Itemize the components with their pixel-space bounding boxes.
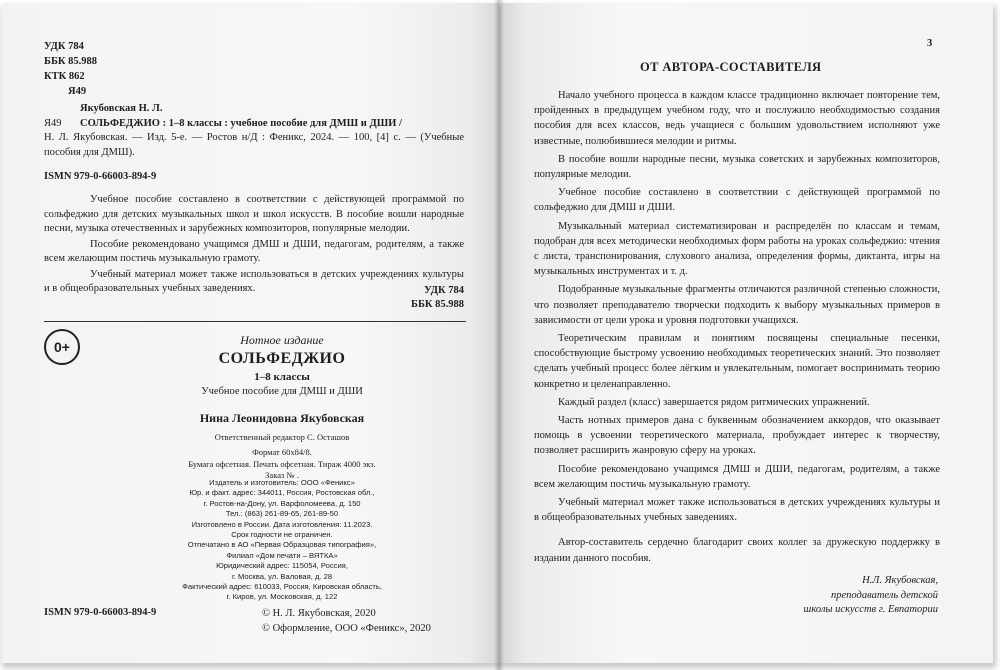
preface-paragraph: Музыкальный материал систематизирован и распределён по классам и темам, подобран для всех методически необходимых форм работы на уроках сольфеджио: чтения с листа, транспонирования, слухового анализа, определения формы, диктанта, игры на музыкальных инструментах и т. д. xyxy=(534,220,940,278)
publisher-line: Юр. и факт. адрес: 344011, Россия, Ростовская обл., xyxy=(189,488,375,498)
annotation xyxy=(44,193,464,298)
bibliographic-record xyxy=(44,102,464,160)
biblio-title-row xyxy=(44,117,464,132)
author-full-name: Нина Леонидовна Якубовская xyxy=(199,411,365,425)
annotation-paragraph: Учебное пособие составлено в соответствии с действующей программой по сольфеджио для детских музыкальных школ и школ искусств. В пособие вошли народные песни, музыка отечественных и зарубежных композиторов, популярные мелодии. xyxy=(44,194,464,234)
publisher-info xyxy=(122,478,442,603)
signature-line: школы искусств г. Евпатории xyxy=(803,604,938,615)
biblio-publication: Н. Л. Якубовская. — Изд. 5-е. — Ростов н/Д : Феникс, 2024. — 100, [4] с. — (Учебные пособия для ДМШ). xyxy=(44,132,464,158)
signature-line: преподаватель детской xyxy=(831,589,938,601)
copyright xyxy=(262,607,431,636)
author-signature xyxy=(738,574,938,618)
biblio-code: Я49 xyxy=(44,117,62,129)
ismn-top: ISMN 979-0-66003-894-9 xyxy=(44,171,157,182)
left-page xyxy=(2,3,499,663)
format-line: Заказ № . xyxy=(265,470,299,480)
preface-paragraph: Каждый раздел (класс) завершается рядом ритмических упражнений. xyxy=(558,396,870,408)
preface-body xyxy=(534,88,940,569)
preface-paragraph: Пособие рекомендовано учащимся ДМШ и ДШИ, педагогам, родителям, а также всем желающим постичь музыкальную грамоту. xyxy=(534,463,940,490)
format-info xyxy=(122,447,442,482)
age-rating-badge: 0+ xyxy=(44,329,80,365)
publisher-line: Юридический адрес: 115054, Россия, xyxy=(216,561,348,571)
bbk-right: ББК 85.988 xyxy=(411,299,464,310)
page-number: 3 xyxy=(927,38,933,49)
publisher-line: Фактический адрес: 610033, Россия, Кировская область, xyxy=(182,582,382,592)
format-line: Формат 60х84/8. xyxy=(252,447,312,457)
publisher-line: Тел.: (863) 261-89-65, 261-89-50 xyxy=(225,509,339,519)
copyright-line: © Оформление, ООО «Феникс», 2020 xyxy=(262,622,431,634)
classification-right xyxy=(400,284,464,312)
library-codes xyxy=(44,39,97,99)
udk-right: УДК 784 xyxy=(424,285,464,296)
biblio-author: Якубовская Н. Л. xyxy=(80,103,163,114)
ismn-bottom: ISMN 979-0-66003-894-9 xyxy=(44,607,157,618)
preface-paragraph: Начало учебного процесса в каждом классе традиционно включает повторение тем, пройденных в предыдущем учебном году, что и послужило необходимостью создания пособия для всех классов, ведь учащиеся с большим удовольствием исполняют уже известные, полюбившиеся мелодии и ритмы. xyxy=(534,90,940,147)
publisher-line: г. Киров, ул. Московская, д. 122 xyxy=(226,592,338,602)
preface-paragraph: Теоретическим правилам и понятиям посвящены специальные песенки, способствующие быстрому усвоению необходимых теоретических знаний. Это позволяет сделать учебный процесс более лёгким и увлекательным, помогает воспринимать теорию конкретно и целенаправленно. xyxy=(534,333,940,390)
editor-credit: Ответственный редактор С. Осташов xyxy=(214,432,350,442)
biblio-title: СОЛЬФЕДЖИО : 1–8 классы : учебное пособие для ДМШ и ДШИ / xyxy=(80,117,402,129)
preface-paragraph: Автор-составитель сердечно благодарит своих коллег за дружескую поддержку в издании данного пособия. xyxy=(534,537,940,564)
publisher-line: Издатель и изготовитель: ООО «Феникс» xyxy=(209,478,355,487)
ktk-code: КТК 862 xyxy=(44,71,85,82)
publisher-line: Срок годности не ограничен. xyxy=(231,530,333,540)
book-classes: 1–8 классы xyxy=(254,371,310,383)
right-page xyxy=(500,3,993,663)
preface-paragraph: Часть нотных примеров дана с буквенным обозначением аккордов, что оказывает помощь в усвоении теоретического материала, пробуждает интерес к творчеству, позволяет расширить жанровую сферу на уроках. xyxy=(534,415,940,457)
format-line: Бумага офсетная. Печать офсетная. Тираж 4000 экз. xyxy=(188,458,376,469)
annotation-paragraph: Учебный материал может также использоваться в детских учреждениях культуры и в общеобразовательных учебных заведениях. xyxy=(44,268,464,294)
author-sign: Я49 xyxy=(68,86,87,97)
publisher-line: Филиал «Дом печати – ВЯТКА» xyxy=(226,550,338,560)
publisher-line: Изготовлено в России. Дата изготовления: 11.2023. xyxy=(191,519,373,529)
book-subtitle: Учебное пособие для ДМШ и ДШИ xyxy=(201,386,363,397)
annotation-paragraph: Пособие рекомендовано учащимся ДМШ и ДШИ, педагогам, родителям, а также всем желающим постичь музыкальную грамоту. xyxy=(44,238,464,264)
preface-paragraph: В пособие вошли народные песни, музыка советских и зарубежных композиторов, популярные мелодии. xyxy=(534,153,940,181)
book-title: СОЛЬФЕДЖИО xyxy=(218,350,346,367)
copyright-line: © Н. Л. Якубовская, 2020 xyxy=(262,608,376,619)
publisher-line: г. Ростов-на-Дону, ул. Варфоломеева, д. 150 xyxy=(203,498,361,508)
preface-paragraph: Подобранные музыкальные фрагменты отличаются различной степенью сложности, что позволяет преподавателю творчески подходить к выбору музыкальных примеров в зависимости от цели урока и уровня подготовки учащихся. xyxy=(534,284,940,326)
preface-paragraph: Учебный материал может также использоваться в детских учреждениях культуры и в общеобразовательных учебных заведениях. xyxy=(534,497,940,524)
divider-line xyxy=(44,321,466,322)
publisher-line: г. Москва, ул. Валовая, д. 28 xyxy=(231,571,333,581)
preface-paragraph: Учебное пособие составлено в соответствии с действующей программой по сольфеджио для ДМШ и ДШИ. xyxy=(534,187,940,214)
publisher-line: Отпечатано в АО «Первая Образцовая типография», xyxy=(187,540,377,550)
signature-line: Н.Л. Якубовская, xyxy=(862,575,938,586)
edition-type: Нотное издание xyxy=(240,333,324,347)
preface-heading: ОТ АВТОРА-СОСТАВИТЕЛЯ xyxy=(640,60,822,74)
bbk-code: ББК 85.988 xyxy=(44,56,97,67)
book-spine xyxy=(494,0,504,670)
udk-code: УДК 784 xyxy=(44,41,84,52)
